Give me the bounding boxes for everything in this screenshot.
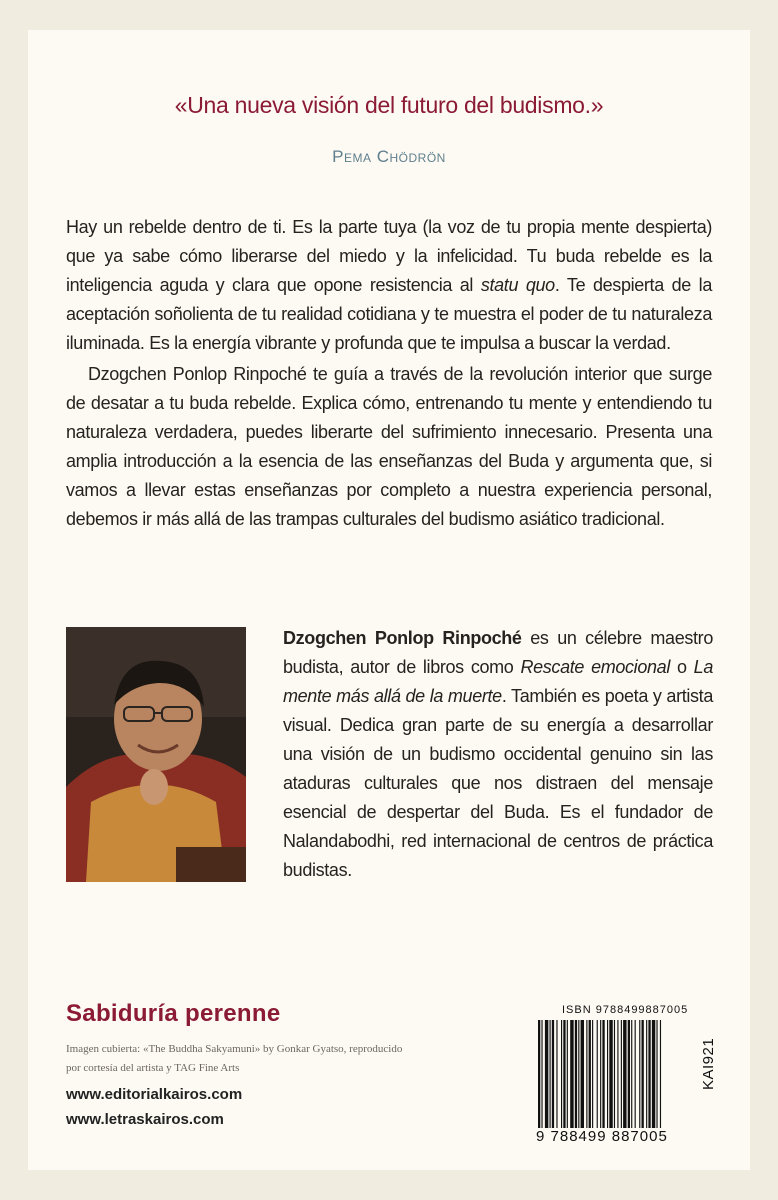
website-link[interactable]: www.editorialkairos.com <box>66 1086 243 1103</box>
barcode-bar <box>609 1020 612 1128</box>
author-bio <box>283 624 713 885</box>
barcode-bar <box>656 1020 657 1128</box>
barcode-bar <box>581 1020 584 1128</box>
barcode-bar <box>563 1020 565 1128</box>
synopsis <box>66 213 712 534</box>
barcode-bar <box>550 1020 551 1128</box>
barcode-bar <box>545 1020 548 1128</box>
barcode-bar <box>589 1020 591 1128</box>
quote-text: «Una nueva visión del futuro del budismo.» <box>174 92 604 118</box>
quote-author: Pema Chödrön <box>332 147 446 166</box>
barcode-bar <box>623 1020 626 1128</box>
barcode-bar <box>538 1020 540 1128</box>
author-photo <box>66 627 246 882</box>
synopsis-emphasis: statu quo <box>480 275 555 295</box>
barcode-bar <box>578 1020 579 1128</box>
book-title: Rescate emocional <box>520 657 670 677</box>
barcode-bar <box>592 1020 593 1128</box>
bio-text: . También es poeta y artista visual. Dedica gran parte de su energía a desarrollar una visión de un budismo occidental genuino sin las ataduras culturales que nos distraen del mensaje esencial de despertar del Buda. Es el fundador de Nalandabodhi, red internacional de centros de práctica budistas. <box>283 686 713 880</box>
barcode-bar <box>660 1020 661 1128</box>
barcode-bar <box>600 1020 601 1128</box>
barcode-bar <box>567 1020 568 1128</box>
synopsis-text: . Te despierta de la aceptación soñolienta de tu realidad cotidiana y te muestra el poder de tu naturaleza iluminada. Es la energía vibrante y profunda que te impulsa a buscar la verdad. <box>66 275 712 353</box>
barcode-bar <box>646 1020 647 1128</box>
barcode-bar <box>586 1020 587 1128</box>
barcode-bar <box>614 1020 615 1128</box>
website-link[interactable]: www.letraskairos.com <box>66 1111 224 1128</box>
bio-text: o <box>669 657 694 677</box>
barcode-bar <box>575 1020 577 1128</box>
series-name: Sabiduría perenne <box>66 1000 281 1027</box>
barcode-bar <box>602 1020 604 1128</box>
barcode-bar <box>628 1020 630 1128</box>
isbn-label: ISBN 9788499887005 <box>562 1004 689 1016</box>
barcode-bar <box>541 1020 542 1128</box>
author-name: Dzogchen Ponlop Rinpoché <box>283 628 522 648</box>
synopsis-paragraph-2: Dzogchen Ponlop Rinpoché te guía a través de la revolución interior que surge de desatar a tu buda rebelde. Explica cómo, entrenando tu mente y entendiendo tu naturaleza verdadera, puedes liberarte del sufrimiento innecesario. Presenta una amplia introducción a la esencia de las enseñanzas del Buda y argumenta que, si vamos a llevar estas enseñanzas por completo a nuestra experiencia personal, debemos ir más allá de las trampas culturales del budismo asiático tradicional. <box>66 364 712 529</box>
barcode-bar <box>639 1020 640 1128</box>
barcode-bar <box>607 1020 608 1128</box>
isbn-digits: 9 788499 887005 <box>536 1128 668 1145</box>
barcode <box>536 1004 714 1152</box>
cover-image-credit: Imagen cubierta: «The Buddha Sakyamuni» by Gonkar Gyatso, reproducido por cortesía del artista y TAG Fine Arts <box>66 1043 403 1074</box>
barcode-bar <box>648 1020 650 1128</box>
author-portrait-image <box>66 627 246 882</box>
synopsis-text: Hay un rebelde dentro de ti. Es la parte tuya (la voz de tu propia mente despierta) que ya sabe cómo liberarse del miedo y la infelicidad. Tu buda rebelde es la inteligencia aguda y clara que opone resistencia al <box>66 217 712 295</box>
product-code: KAI921 <box>700 1037 717 1090</box>
barcode-bar <box>621 1020 622 1128</box>
barcode-bar <box>561 1020 562 1128</box>
barcode-bar <box>597 1020 598 1128</box>
barcode-bar <box>652 1020 655 1128</box>
book-title: La mente más allá de la muerte <box>283 657 713 706</box>
synopsis-paragraph-1 <box>66 213 712 358</box>
barcode-bar <box>631 1020 632 1128</box>
barcode-bar <box>617 1020 618 1128</box>
barcode-bar <box>635 1020 636 1128</box>
barcode-bar <box>642 1020 644 1128</box>
bio-text: es un célebre maestro budista, autor de libros como <box>283 628 713 677</box>
barcode-bar <box>556 1020 557 1128</box>
barcode-bar <box>570 1020 573 1128</box>
back-cover <box>28 30 750 1170</box>
barcode-bars <box>538 1020 714 1128</box>
barcode-bar <box>552 1020 554 1128</box>
